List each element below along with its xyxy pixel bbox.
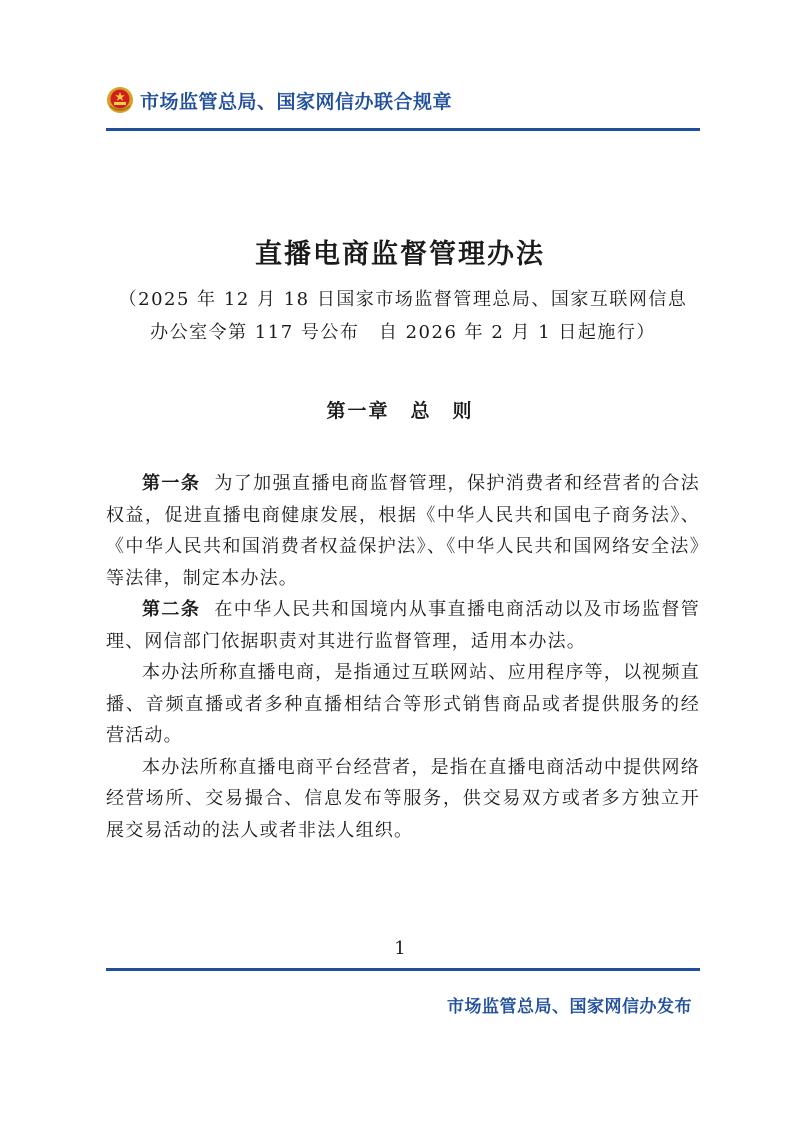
footer-divider	[106, 968, 700, 971]
document-subtitle-line1: （2025 年 12 月 18 日国家市场监督管理总局、国家互联网信息	[118, 289, 688, 310]
paragraph: 本办法所称直播电商平台经营者，是指在直播电商活动中提供网络经营场所、交易撮合、信息发布等服务，供交易双方或者多方独立开展交易活动的法人或者非法人组织。	[106, 756, 700, 841]
document-subtitle-line2: 办公室令第 117 号公布 自 2026 年 2 月 1 日起施行）	[150, 322, 656, 343]
article-text: 为了加强直播电商监督管理，保护消费者和经营者的合法权益，促进直播电商健康发展，根据《中华人民共和国电子商务法》、《中华人民共和国消费者权益保护法》、《中华人民共和国网络安全法》等法律，制定本办法。	[106, 473, 700, 589]
page-header	[106, 86, 452, 114]
paragraph: 本办法所称直播电商，是指通过互联网站、应用程序等，以视频直播、音频直播或者多种直播相结合等形式销售商品或者提供服务的经营活动。	[106, 662, 700, 746]
article-1	[106, 468, 700, 594]
national-emblem-icon	[106, 86, 134, 114]
document-title: 直播电商监督管理办法	[255, 239, 545, 270]
article-label: 第一条	[142, 473, 201, 494]
article-label: 第二条	[142, 599, 201, 620]
header-divider	[106, 128, 700, 131]
chapter-heading: 第一章 总 则	[326, 400, 474, 422]
article-2	[106, 594, 700, 657]
article-text: 在中华人民共和国境内从事直播电商活动以及市场监督管理、网信部门依据职责对其进行监督管理，适用本办法。	[106, 599, 700, 652]
page-number: 1	[394, 938, 406, 959]
header-title: 市场监管总局、国家网信办联合规章	[140, 90, 453, 113]
document-body	[106, 468, 700, 846]
footer-text: 市场监管总局、国家网信办发布	[447, 997, 692, 1017]
